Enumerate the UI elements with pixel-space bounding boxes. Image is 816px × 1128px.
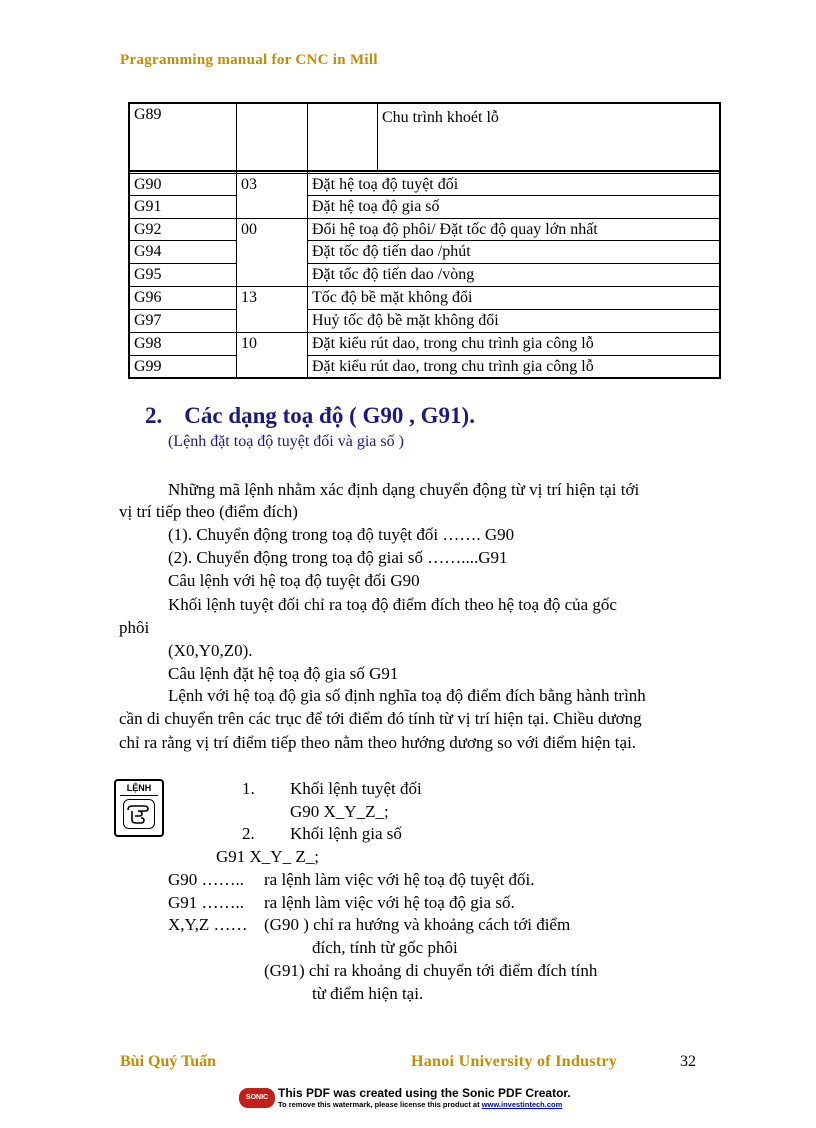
paragraph-line: vị trí tiếp theo (điểm đích) xyxy=(119,502,298,521)
section-number: 2. xyxy=(145,403,163,428)
table-cell-desc: Đổi hệ toạ độ phôi/ Đặt tốc độ quay lớn nhất xyxy=(307,218,721,241)
paragraph-line: Những mã lệnh nhằm xác định dạng chuyển động từ vị trí hiện tại tới xyxy=(168,480,640,499)
section-title: Các dạng toạ độ ( G90 , G91). xyxy=(184,403,475,428)
watermark-text: To remove this watermark, please license this product at xyxy=(278,1100,482,1109)
table-cell-code: G97 xyxy=(128,309,237,333)
table-cell-code: G94 xyxy=(128,240,237,264)
table-cell-desc: Đặt tốc độ tiến dao /vòng xyxy=(307,263,721,287)
command-code: G90 X_Y_Z_; xyxy=(290,802,389,821)
table-cell-desc: Đặt tốc độ tiến dao /phút xyxy=(307,240,721,264)
table-cell-code: G99 xyxy=(128,355,237,379)
table-cell-code: G95 xyxy=(128,263,237,287)
watermark-line2 xyxy=(278,1100,562,1109)
paragraph-line: cần di chuyển trên các trục để tới điểm đó tính từ vị trí hiện tại. Chiều dương xyxy=(119,709,642,728)
param-key: X,Y,Z …… xyxy=(168,915,248,934)
command-number: 1. xyxy=(242,779,255,798)
table-cell-code: G91 xyxy=(128,195,237,219)
section-subtitle: (Lệnh đặt toạ độ tuyệt đối và gia số ) xyxy=(168,433,404,450)
param-value: (G91) chỉ ra khoảng di chuyển tới điểm đích tính xyxy=(264,961,598,980)
table-cell-code: G98 xyxy=(128,332,237,356)
paragraph-line: Lệnh với hệ toạ độ gia số định nghĩa toạ độ điểm đích bằng hành trình xyxy=(168,686,646,705)
table-cell-group: 03 xyxy=(236,173,308,219)
command-text: Khối lệnh tuyệt đối xyxy=(290,779,422,798)
section-heading xyxy=(145,403,475,429)
watermark-link[interactable]: www.investintech.com xyxy=(481,1100,563,1109)
table-cell-empty xyxy=(307,102,378,171)
command-text: Khối lệnh gia số xyxy=(290,824,402,843)
table-cell-code: G90 xyxy=(128,173,237,196)
param-value: từ điểm hiện tại. xyxy=(312,984,424,1003)
table-cell-desc: Chu trình khoét lỗ xyxy=(377,102,721,171)
param-value: đích, tính từ gốc phôi xyxy=(312,938,458,957)
footer-university: Hanoi University of Industry xyxy=(411,1053,618,1070)
paragraph-line: chỉ ra rằng vị trí điểm tiếp theo nằm theo hướng dương so với điểm hiện tại. xyxy=(119,733,637,752)
paragraph-line: Khối lệnh tuyệt đối chỉ ra toạ độ điểm đích theo hệ toạ độ của gốc xyxy=(168,595,617,614)
header-title: Pragramming manual for CNC in Mill xyxy=(120,52,378,68)
table-cell-code: G89 xyxy=(128,102,237,171)
table-cell-desc: Huỷ tốc độ bề mặt không đổi xyxy=(307,309,721,333)
table-cell-code: G92 xyxy=(128,218,237,241)
param-key: G90 …….. xyxy=(168,870,245,889)
list-item: (1). Chuyển động trong toạ độ tuyệt đối ……. G90 xyxy=(168,525,515,544)
command-number: 2. xyxy=(242,824,255,843)
paragraph-line: (X0,Y0,Z0). xyxy=(168,641,253,660)
param-key: G91 …….. xyxy=(168,893,245,912)
watermark-line1: This PDF was created using the Sonic PDF Creator. xyxy=(278,1086,571,1100)
table-cell-code: G96 xyxy=(128,286,237,310)
table-cell-desc: Tốc độ bề mặt không đổi xyxy=(307,286,721,310)
page-number: 32 xyxy=(680,1053,696,1070)
table-cell-group: 00 xyxy=(236,218,308,287)
footer-author: Bùi Quý Tuấn xyxy=(120,1053,217,1070)
sub-heading: Câu lệnh với hệ toạ độ tuyệt đối G90 xyxy=(168,571,420,590)
table-cell-group: 10 xyxy=(236,332,308,379)
param-value: (G90 ) chỉ ra hướng và khoảng cách tới điểm xyxy=(264,915,571,934)
table-cell-desc: Đặt kiểu rút dao, trong chu trình gia công lỗ xyxy=(307,355,721,379)
command-code: G91 X_Y_ Z_; xyxy=(216,847,319,866)
sonic-pdf-logo: SONIC PDF xyxy=(239,1088,275,1108)
pointing-hand-icon xyxy=(123,799,155,829)
paragraph-line: phôi xyxy=(119,618,150,637)
command-icon-label: LỆNH xyxy=(120,783,158,796)
param-value: ra lệnh làm việc với hệ toạ độ gia số. xyxy=(264,893,515,912)
list-item: (2). Chuyển động trong toạ độ giai số ……....G91 xyxy=(168,548,508,567)
table-cell-desc: Đặt kiểu rút dao, trong chu trình gia công lỗ xyxy=(307,332,721,356)
table-cell-group xyxy=(236,102,308,171)
table-cell-group: 13 xyxy=(236,286,308,333)
table-cell-desc: Đặt hệ toạ độ tuyệt đối xyxy=(307,173,721,196)
table-cell-desc: Đặt hệ toạ độ gia số xyxy=(307,195,721,219)
command-icon xyxy=(114,779,164,837)
param-value: ra lệnh làm việc với hệ toạ độ tuyệt đối. xyxy=(264,870,535,889)
sub-heading: Câu lệnh đặt hệ toạ độ gia số G91 xyxy=(168,664,399,683)
